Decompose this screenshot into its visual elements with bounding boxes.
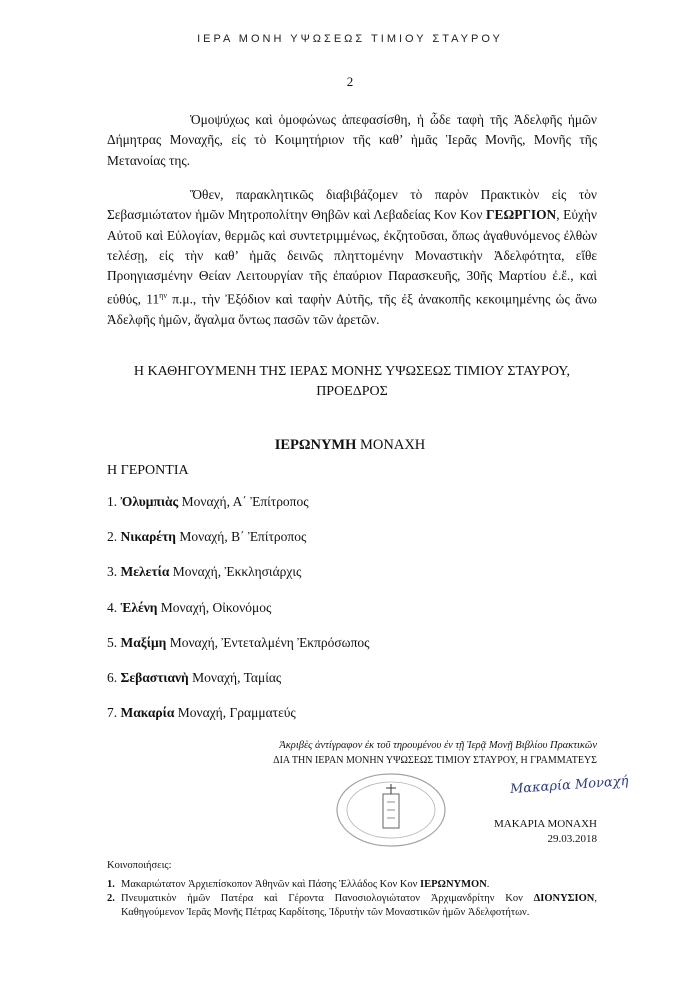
- notification-recipient: ΙΕΡΩΝΥΜΟΝ: [420, 879, 487, 890]
- member-number: 7.: [107, 705, 121, 721]
- member-name: Νικαρέτη: [120, 529, 176, 545]
- council-member: [107, 600, 370, 635]
- member-role: Μοναχή, Α΄ Ἐπίτροπος: [178, 494, 309, 509]
- member-name: Μελετία: [120, 564, 170, 580]
- member-role: Μοναχή, Ἐντεταλμένη Ἐκπρόσωπος: [166, 634, 370, 650]
- notification-text: [121, 892, 597, 920]
- council-member: [107, 670, 370, 705]
- council-member: [107, 705, 370, 740]
- paragraph-request: [107, 185, 597, 331]
- notification-number: 2.: [107, 893, 115, 904]
- notifications-block: [107, 859, 597, 920]
- notification-text-b: .: [486, 879, 490, 890]
- notification-text-a: Μακαριώτατον Ἀρχιεπίσκοπον Ἀθηνῶν καὶ Πάσης Ἑλλάδος Κον Κον: [121, 879, 421, 890]
- council-member: [107, 494, 370, 529]
- abbess-title: ΜΟΝΑΧΗ: [356, 437, 426, 453]
- council-member-list: [107, 494, 370, 740]
- request-text-c: π.μ., τὴν Ἐξόδιον καὶ ταφὴν Αὐτῆς, τῆς ἐξ ἀνακοπῆς κεκοιμημένης ὡς ἄνω Ἀδελφῆς ἡμῶν, ἄγαλμα ὄντως πασῶν τῶν ἀρετῶν.: [107, 291, 597, 328]
- member-name: Σεβαστιανὴ: [120, 669, 189, 685]
- request-text-a: Ὅθεν, παρακλητικῶς διαβιβάζομεν τὸ παρὸν Πρακτικὸν εἰς τὸν Σεβασμιώτατον ἡμῶν Μητροπολίτην Θηβῶν καὶ Λεβαδείας Κον Κον: [107, 187, 597, 223]
- attestation-line2: ΔΙΑ ΤΗΝ ΙΕΡΑΝ ΜΟΝΗΝ ΥΨΩΣΕΩΣ ΤΙΜΙΟΥ ΣΤΑΥΡΟΥ, Η ΓΡΑΜΜΑΤΕΥΣ: [273, 755, 597, 766]
- page-number: 2: [346, 74, 354, 89]
- notification-text: [121, 878, 597, 892]
- member-number: 2.: [107, 529, 121, 545]
- signatory-name: ΜΑΚΑΡΙΑ ΜΟΝΑΧΗ: [494, 818, 597, 830]
- signature-date: 29.03.2018: [547, 833, 597, 845]
- member-role: Μοναχή, Β΄ Ἐπίτροπος: [175, 529, 307, 545]
- hour-suffix: ην: [159, 291, 167, 301]
- signatory-block: [430, 817, 597, 847]
- abbess-name-bold: ΙΕΡΩΝΥΜΗ: [274, 437, 357, 453]
- notification-number: 1.: [107, 879, 115, 890]
- member-number: 6.: [107, 669, 121, 685]
- member-role: Μοναχή, Οἰκονόμος: [157, 599, 272, 615]
- notification-text-b: , Καθηγούμενον Ἱερᾶς Μονῆς Πέτρας Καρδίτσης, Ἱδρυτὴν τῶν Μοναστικῶν ἡμῶν Ἀδελφοτήτων.: [121, 893, 597, 918]
- attestation-block: [200, 738, 597, 768]
- member-number: 1.: [107, 494, 121, 509]
- attestation-line1: Ἀκριβὲς ἀντίγραφον ἐκ τοῦ τηρουμένου ἐν τῇ Ἱερᾷ Μονῇ Βιβλίου Πρακτικῶν: [279, 740, 597, 751]
- member-role: Μοναχή, Ταμίας: [188, 669, 282, 685]
- abbess-name: [0, 437, 700, 454]
- council-member: [107, 635, 370, 670]
- notification-item: [107, 878, 597, 892]
- member-name: Μαξίμη: [120, 634, 167, 650]
- metropolitan-name: ΓΕΩΡΓΙΟΝ: [486, 207, 557, 223]
- notification-recipient: ΔΙΟΝΥΣΙΟΝ: [533, 893, 595, 904]
- council-member: [107, 564, 370, 599]
- member-number: 3.: [107, 564, 121, 580]
- notification-text-a: Πνευματικὸν ἡμῶν Πατέρα καὶ Γέροντα Πανοσιολογιώτατον Ἀρχιμανδρίτην Κον: [121, 893, 534, 904]
- member-name: Μακαρία: [120, 705, 175, 721]
- member-role: Μοναχή, Γραμματεύς: [174, 705, 296, 721]
- abbess-heading-line2: ΠΡΟΕΔΡΟΣ: [316, 384, 388, 399]
- member-role: Μοναχή, Ἐκκλησιάρχις: [169, 564, 302, 580]
- member-number: 5.: [107, 634, 121, 650]
- notification-item: [107, 892, 597, 920]
- council-member: [107, 529, 370, 564]
- council-label: Η ΓΕΡΟΝΤΙΑ: [107, 463, 189, 478]
- abbess-heading: [107, 362, 597, 402]
- notifications-label: Κοινοποιήσεις:: [107, 860, 172, 871]
- document-header: ΙΕΡΑ ΜΟΝΗ ΥΨΩΣΕΩΣ ΤΙΜΙΟΥ ΣΤΑΥΡΟΥ: [197, 33, 503, 45]
- handwritten-signature: Μακαρία Μοναχή: [509, 773, 629, 798]
- member-number: 4.: [107, 599, 121, 615]
- request-text-b: , Εὐχὴν Αὐτοῦ καὶ Εὐλογίαν, θερμῶς καὶ συντετριμμένως, ἐκζητοῦσαι, ὅπως ἀγαθυνόμενος ἐλθὼν τελέσῃ, εἰς τὴν καθ’ ἡμᾶς δεινῶς πληττομένην Μοναστικὴν Ἀδελφότητα, εἴθε Προηγιασμένην Θείαν Λειτουργίαν τῆς ἐπαύριον Παρασκευῆς, 30ῆς Μαρτίου ἐ.ἔ., καὶ εὐθύς, 11: [107, 207, 597, 307]
- paragraph-burial-decision: Ὁμοψύχως καὶ ὁμοφώνως ἀπεφασίσθη, ἡ ὧδε ταφὴ τῆς Ἀδελφῆς ἡμῶν Δήμητρας Μοναχῆς, εἰς τὸ Κοιμητήριον τῆς καθ’ ἡμᾶς Ἱερᾶς Μονῆς, Μονῆς τῆς Μετανοίας της.: [107, 112, 597, 168]
- member-name: Ὀλυμπιὰς: [120, 494, 179, 509]
- member-name: Ἑλένη: [120, 599, 158, 615]
- abbess-heading-line1: Η ΚΑΘΗΓΟΥΜΕΝΗ ΤΗΣ ΙΕΡΑΣ ΜΟΝΗΣ ΥΨΩΣΕΩΣ ΤΙΜΙΟΥ ΣΤΑΥΡΟΥ,: [133, 364, 571, 379]
